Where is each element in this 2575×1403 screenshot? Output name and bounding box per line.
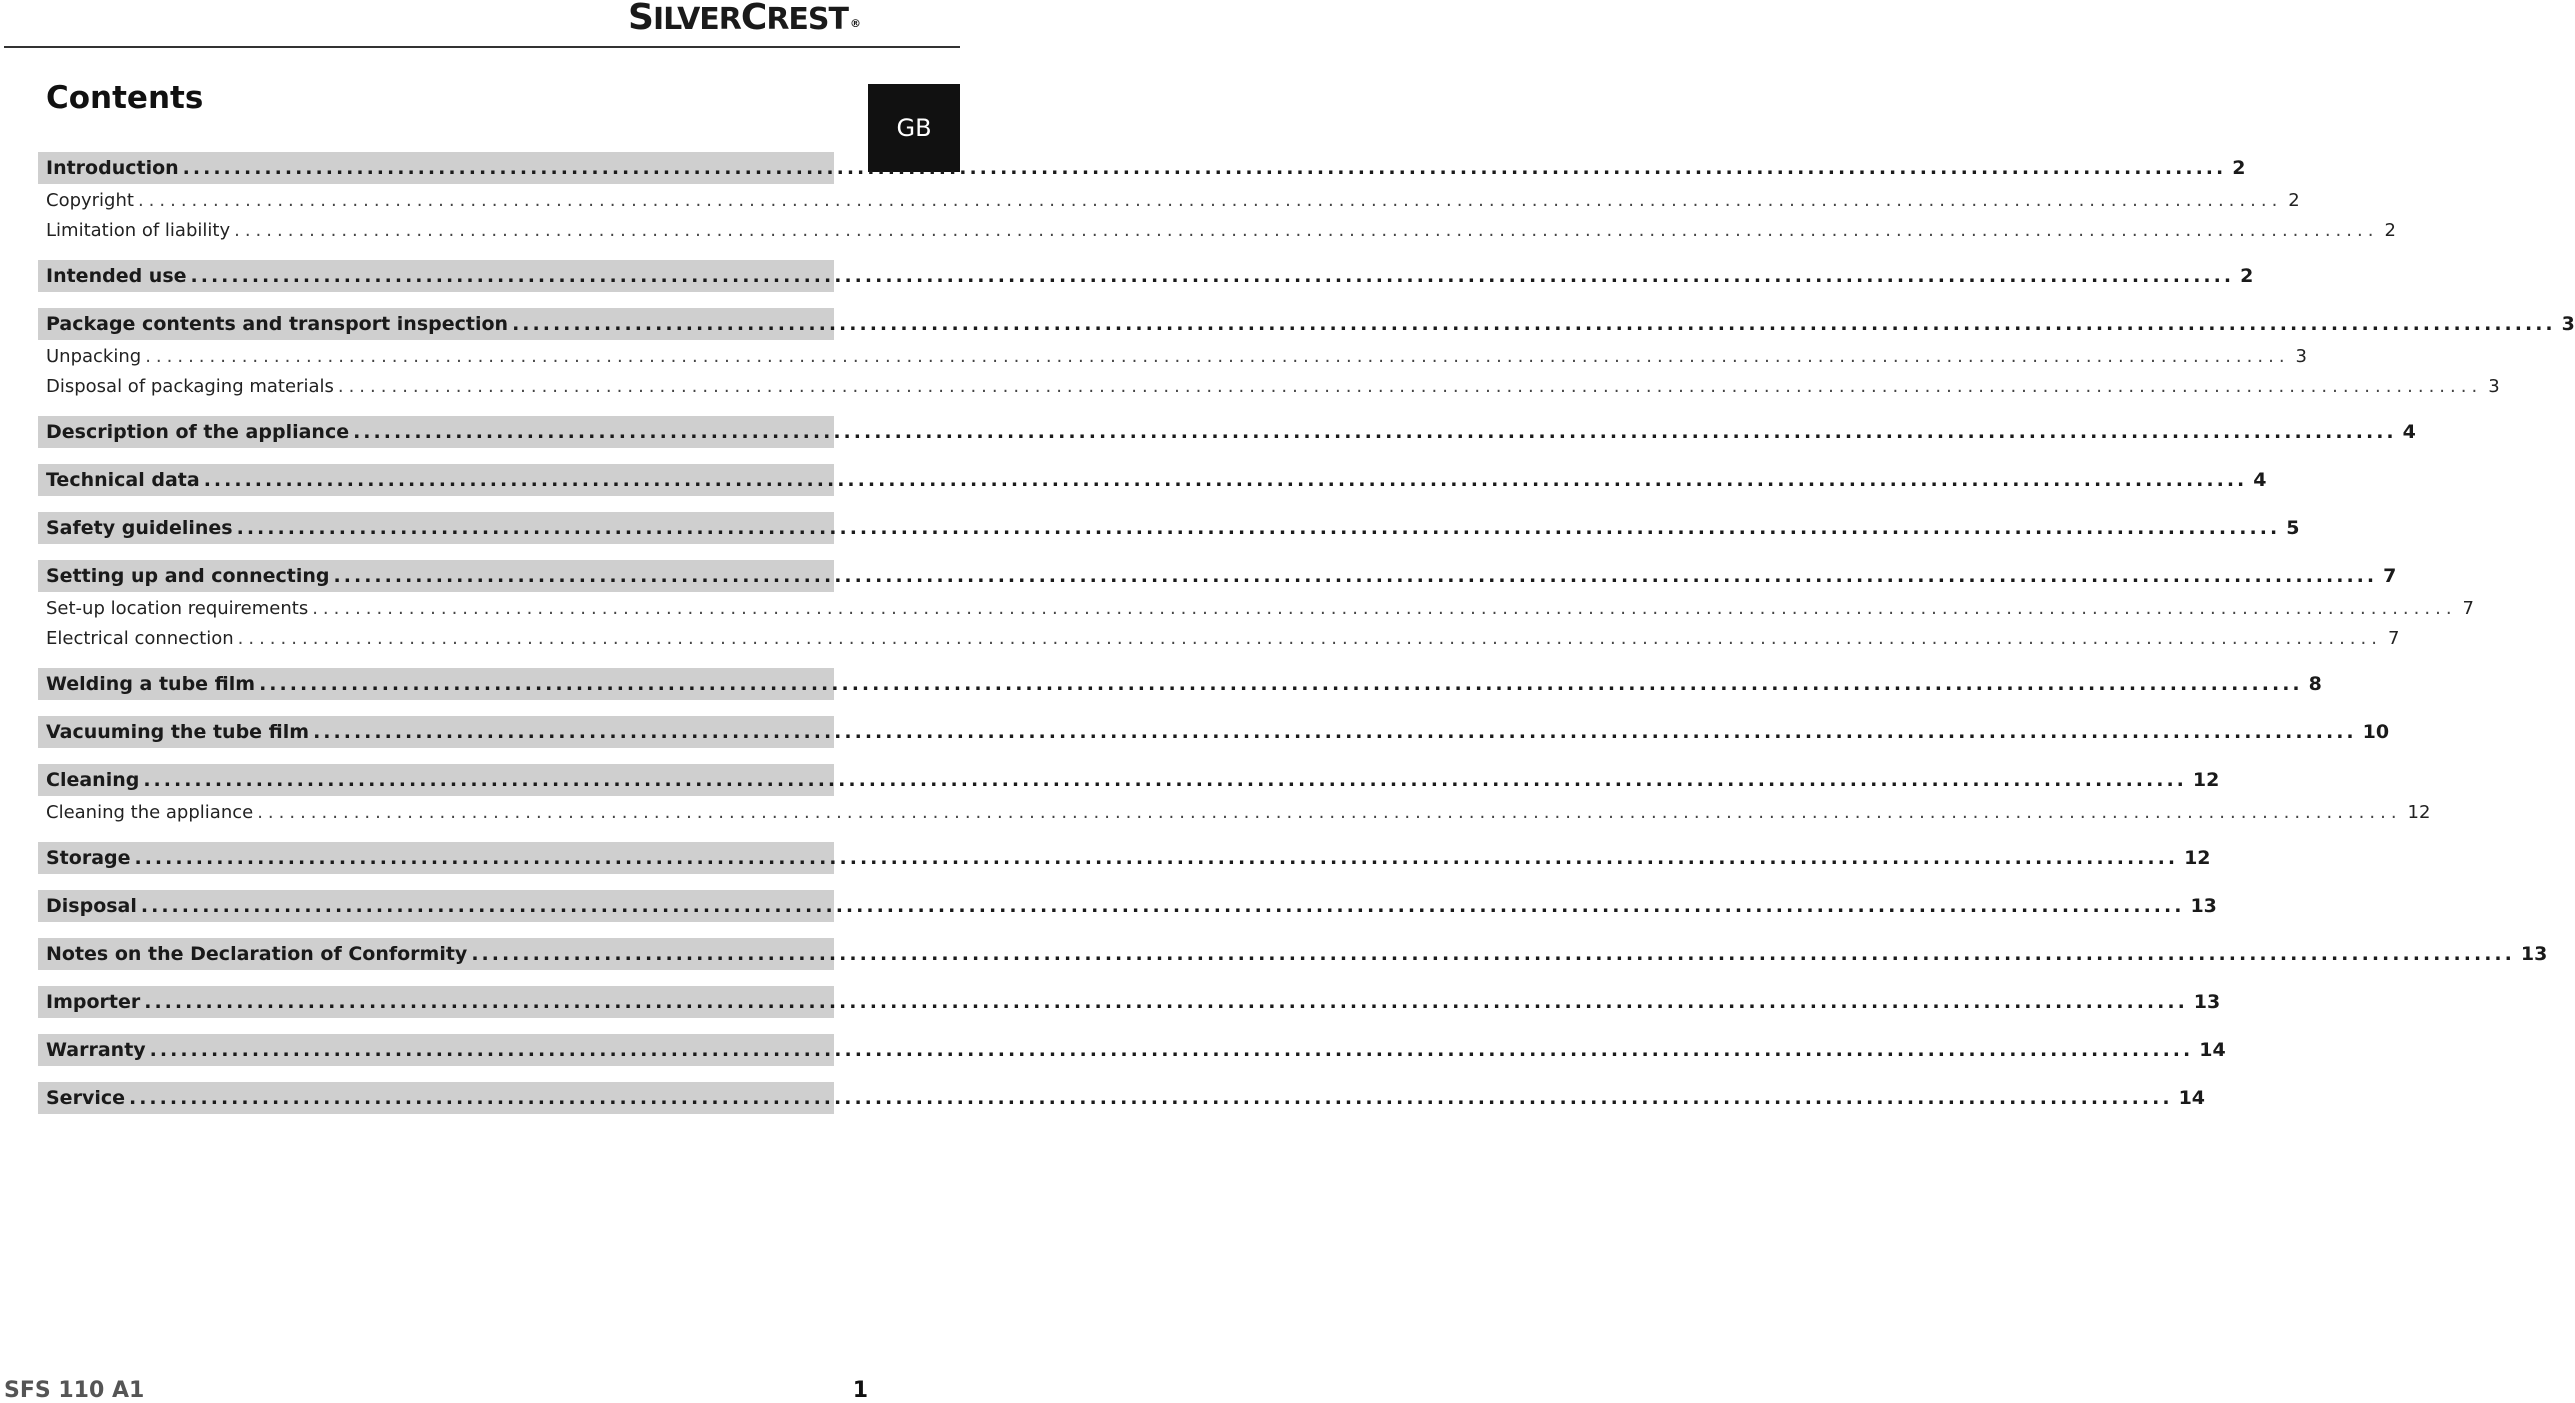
toc-section[interactable] [38,938,2548,970]
toc-entry-label: Package contents and transport inspection [46,313,509,335]
toc-leader-dots: ........................................................................................................................................................................................................ [236,517,2281,539]
toc-leader-dots: ........................................................................................................................................................................................................ [149,1039,2194,1061]
toc-leader-dots: ........................................................................................................................................................................................................ [203,469,2248,491]
toc-section[interactable] [38,512,2300,544]
toc-leader-dots: ........................................................................................................................................................................................................ [134,847,2179,869]
toc-leader-dots: ........................................................................................................................................................................................................ [145,346,2290,367]
toc-entry-page: 5 [2286,517,2300,539]
toc-section[interactable] [38,764,2220,796]
toc-entry-page: 4 [2253,469,2267,491]
toc-section[interactable] [38,986,2221,1018]
model-number: SFS 110 A1 [4,1378,145,1403]
page-number: 1 [852,1378,868,1403]
table-of-contents [38,152,2575,1114]
toc-leader-dots: ........................................................................................................................................................................................................ [471,943,2515,965]
toc-section[interactable] [38,716,2390,748]
page-title: Contents [46,80,204,116]
toc-leader-dots: ........................................................................................................................................................................................................ [234,220,2379,241]
toc-leader-dots: ........................................................................................................................................................................................................ [312,598,2457,619]
toc-section[interactable] [38,1082,2206,1114]
brand-logo-s: S [628,0,653,38]
toc-subsection[interactable] [38,594,2474,624]
toc-entry-page: 4 [2402,421,2416,443]
toc-leader-dots: ........................................................................................................................................................................................................ [190,265,2235,287]
toc-entry-label: Technical data [46,469,200,491]
toc-entry-page: 3 [2295,346,2307,367]
toc-leader-dots: ........................................................................................................................................................................................................ [140,895,2185,917]
brand-logo-part2: REST [766,2,848,37]
toc-section[interactable] [38,152,2246,184]
toc-section[interactable] [38,668,2322,700]
toc-leader-dots: ........................................................................................................................................................................................................ [143,769,2187,791]
toc-subsection[interactable] [38,186,2300,216]
toc-leader-dots: ........................................................................................................................................................................................................ [313,721,2357,743]
toc-entry-label: Disposal [46,895,137,917]
toc-entry-label: Storage [46,847,131,869]
toc-entry-label: Welding a tube film [46,673,256,695]
toc-entry-page: 12 [2407,802,2431,823]
toc-subsection[interactable] [38,372,2500,402]
toc-section[interactable] [38,842,2211,874]
toc-entry-page: 10 [2362,721,2390,743]
toc-entry-page: 2 [2384,220,2396,241]
toc-entry-page: 3 [2488,376,2500,397]
toc-entry-label: Notes on the Declaration of Conformity [46,943,468,965]
toc-subsection[interactable] [38,624,2400,654]
toc-entry-page: 8 [2308,673,2322,695]
toc-entry-page: 13 [2193,991,2221,1013]
toc-leader-dots: ........................................................................................................................................................................................................ [512,313,2556,335]
toc-section[interactable] [38,560,2397,592]
toc-leader-dots: ........................................................................................................................................................................................................ [353,421,2397,443]
toc-entry-page: 7 [2462,598,2474,619]
toc-leader-dots: ........................................................................................................................................................................................................ [333,565,2378,587]
toc-entry-page: 7 [2383,565,2397,587]
toc-entry-page: 7 [2387,628,2400,649]
toc-entry-label: Vacuuming the tube film [46,721,310,743]
toc-leader-dots: ........................................................................................................................................................................................................ [144,991,2188,1013]
toc-section[interactable] [38,1034,2226,1066]
toc-entry-label: Warranty [46,1039,146,1061]
toc-entry-page: 2 [2232,157,2246,179]
toc-leader-dots: ........................................................................................................................................................................................................ [182,157,2227,179]
brand-logo [628,0,860,40]
toc-entry-page: 3 [2561,313,2575,335]
toc-subsection[interactable] [38,342,2307,372]
toc-entry-label: Setting up and connecting [46,565,330,587]
header-rule [4,46,960,48]
toc-entry-label: Importer [46,991,141,1013]
toc-leader-dots: ........................................................................................................................................................................................................ [259,673,2303,695]
toc-entry-label: Safety guidelines [46,517,233,539]
toc-subsection[interactable] [38,798,2431,828]
toc-entry-label: Limitation of liability [46,220,231,241]
toc-entry-label: Unpacking [46,346,142,367]
toc-entry-label: Cleaning the appliance [46,802,254,823]
toc-entry-page: 12 [2184,847,2211,869]
toc-entry-page: 12 [2192,769,2220,791]
toc-entry-label: Description of the appliance [46,421,350,443]
toc-subsection[interactable] [38,216,2396,246]
registered-mark: ® [850,17,860,30]
toc-entry-page: 13 [2190,895,2217,917]
toc-section[interactable] [38,464,2267,496]
toc-entry-page: 2 [2288,190,2300,211]
toc-entry-label: Introduction [46,157,179,179]
toc-leader-dots: ........................................................................................................................................................................................................ [237,628,2382,649]
toc-entry-label: Intended use [46,265,187,287]
toc-section[interactable] [38,260,2254,292]
toc-entry-label: Electrical connection [46,628,234,649]
toc-entry-page: 13 [2520,943,2548,965]
toc-entry-label: Service [46,1087,125,1109]
toc-entry-page: 14 [2178,1087,2206,1109]
toc-entry-label: Set-up location requirements [46,598,309,619]
toc-entry-page: 14 [2199,1039,2226,1061]
toc-leader-dots: ........................................................................................................................................................................................................ [137,190,2283,211]
toc-entry-label: Disposal of packaging materials [46,376,334,397]
toc-entry-label: Copyright [46,190,134,211]
toc-entry-label: Cleaning [46,769,140,791]
toc-leader-dots: ........................................................................................................................................................................................................ [129,1087,2173,1109]
toc-leader-dots: ........................................................................................................................................................................................................ [257,802,2402,823]
toc-leader-dots: ........................................................................................................................................................................................................ [337,376,2483,397]
brand-logo-c: C [740,0,767,38]
brand-logo-part1: ILVER [652,2,741,37]
language-code: GB [896,114,932,142]
toc-section[interactable] [38,416,2416,448]
toc-section[interactable] [38,308,2575,340]
toc-section[interactable] [38,890,2217,922]
toc-entry-page: 2 [2240,265,2254,287]
